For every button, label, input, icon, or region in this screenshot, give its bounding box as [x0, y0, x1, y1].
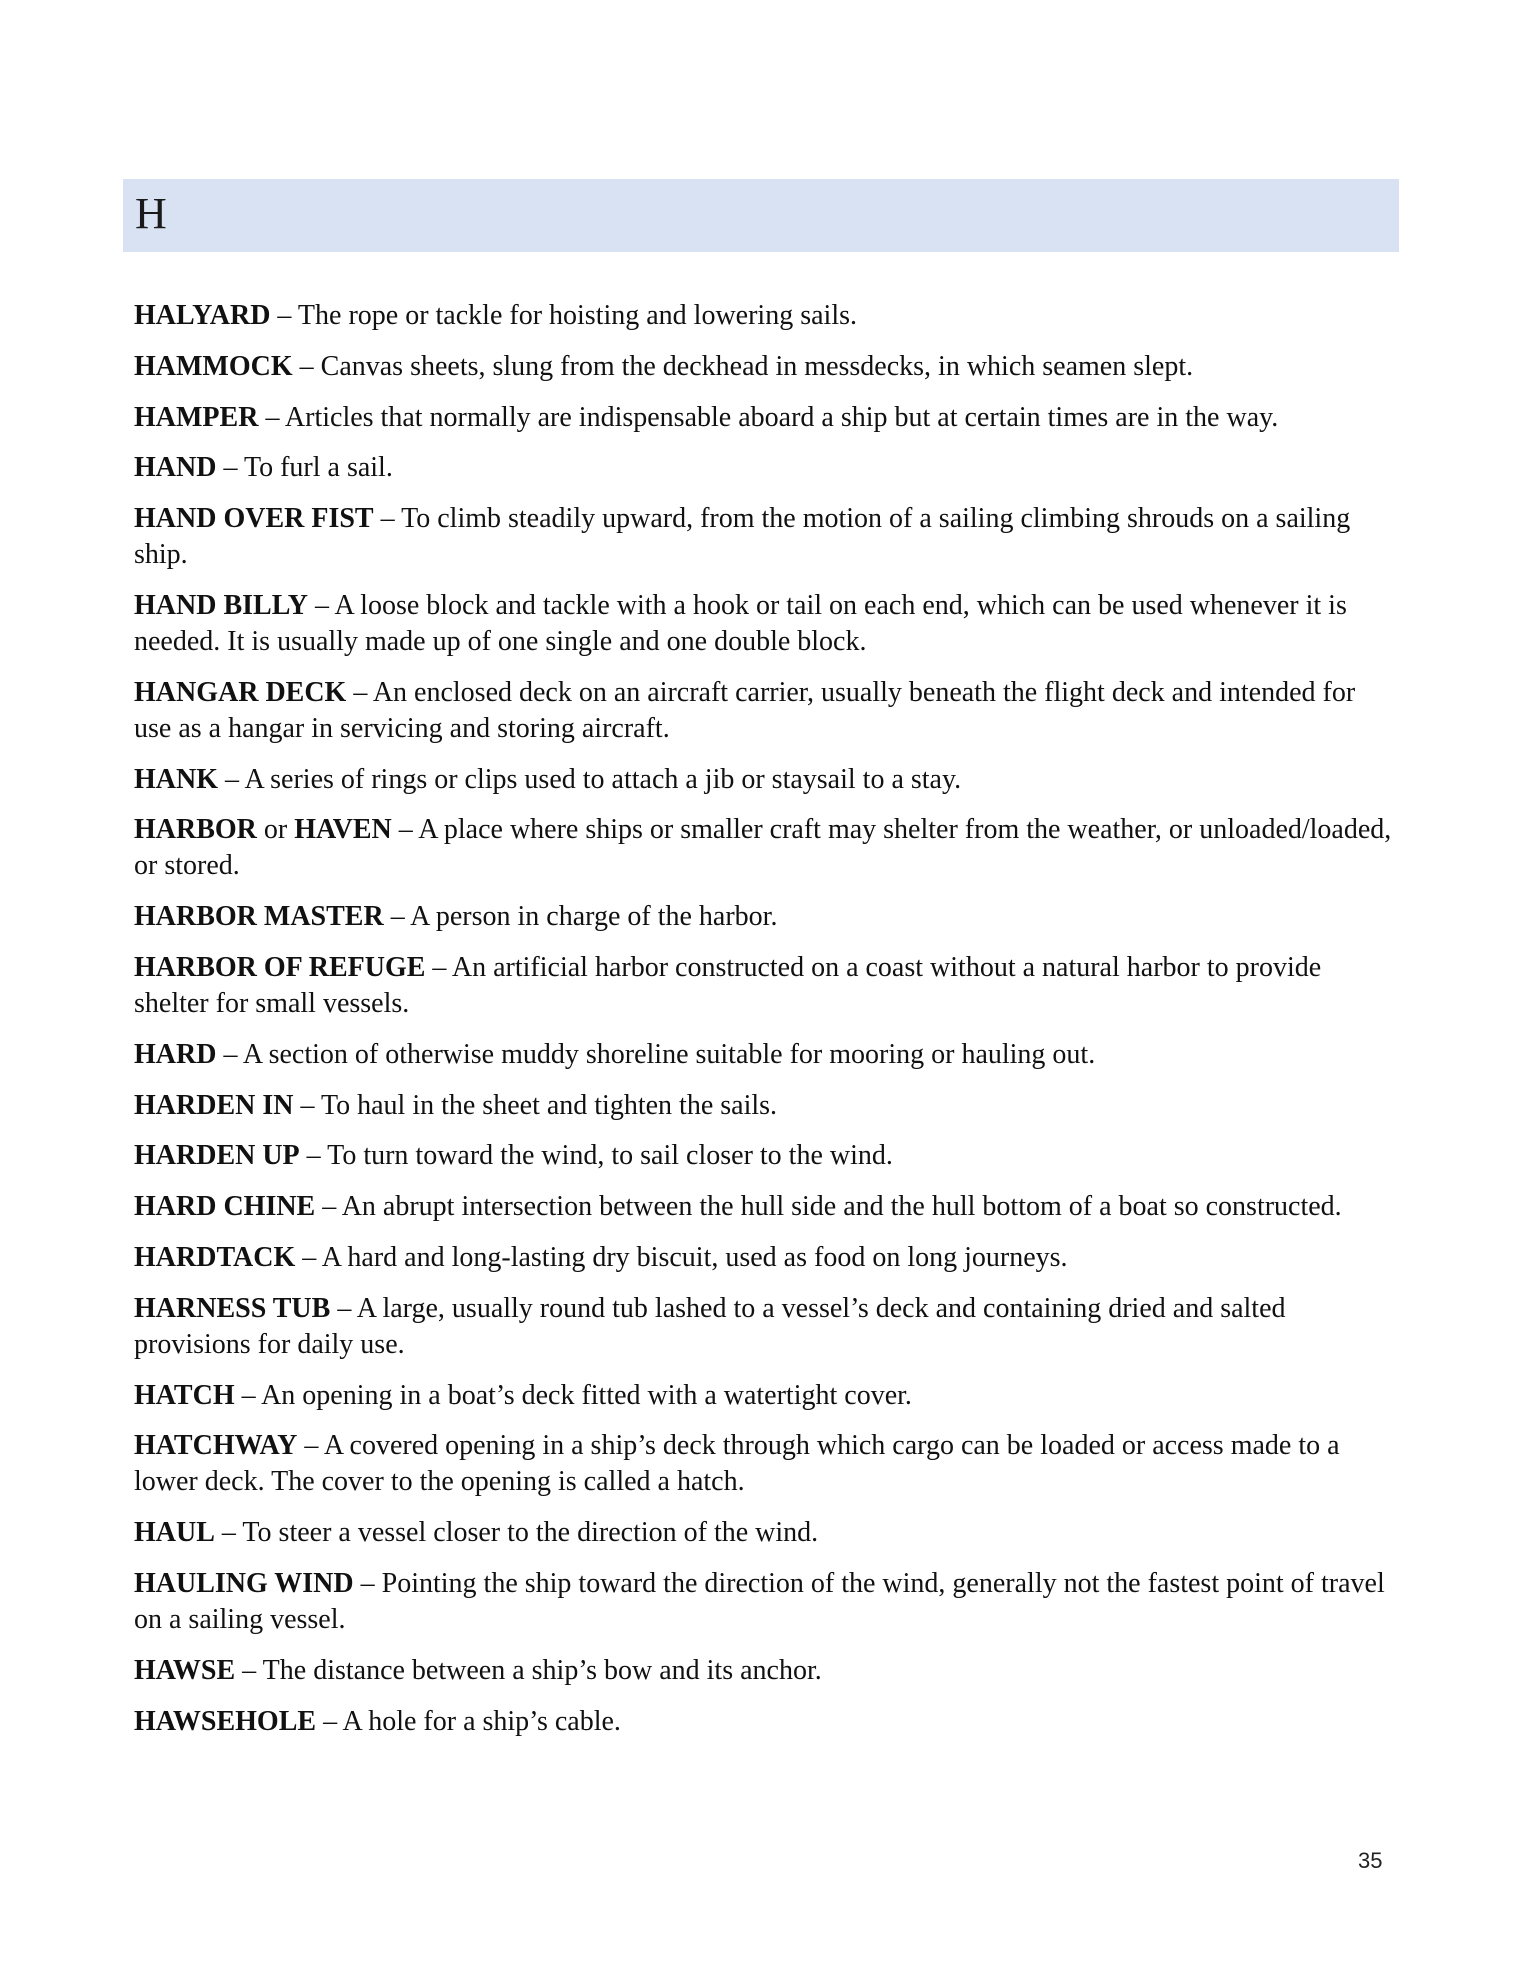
glossary-entry: [134, 349, 1399, 385]
entry-definition: A person in charge of the harbor.: [410, 901, 778, 933]
entry-definition: To haul in the sheet and tighten the sails.: [320, 1089, 778, 1121]
entry-separator: –: [308, 589, 335, 621]
entry-separator: –: [234, 1379, 262, 1411]
entry-term: HARD CHINE: [134, 1191, 316, 1223]
glossary-entry: [134, 899, 1399, 935]
glossary-entry: [134, 1378, 1399, 1414]
entry-definition: To furl a sail.: [243, 452, 393, 484]
entry-term: HARBOR OF REFUGE: [134, 951, 426, 983]
glossary-entry: [134, 812, 1399, 884]
entry-definition: A section of otherwise muddy shoreline suitable for mooring or hauling out.: [242, 1038, 1096, 1070]
glossary-entry: [134, 588, 1399, 660]
section-header: [123, 179, 1399, 252]
glossary-entry: [134, 1428, 1399, 1500]
glossary-entry: [134, 1291, 1399, 1363]
entry-term: HATCH: [134, 1379, 235, 1411]
entry-term: HAND OVER FIST: [134, 503, 374, 535]
entry-definition: The distance between a ship’s bow and its anchor.: [262, 1654, 822, 1686]
glossary-entry: [134, 1088, 1399, 1124]
entry-term: HANGAR DECK: [134, 676, 347, 708]
entry-definition: A hard and long-lasting dry biscuit, used as food on long journeys.: [321, 1241, 1068, 1273]
glossary-entry: [134, 1138, 1399, 1174]
entry-term: HARBOR: [134, 814, 257, 846]
entry-separator: –: [383, 901, 411, 933]
entry-separator: –: [218, 763, 245, 795]
glossary-entry: [134, 950, 1399, 1022]
entry-separator: –: [315, 1191, 342, 1223]
entry-separator: –: [330, 1292, 357, 1324]
entry-separator: –: [316, 1705, 343, 1737]
entry-separator: –: [214, 1517, 243, 1549]
entry-definition: A hole for a ship’s cable.: [342, 1705, 621, 1737]
entry-definition: To turn toward the wind, to sail closer to the wind.: [327, 1140, 893, 1172]
glossary-entry: [134, 1566, 1399, 1638]
glossary-entry: [134, 1240, 1399, 1276]
entry-term: HARBOR MASTER: [134, 901, 384, 933]
entry-term: HARD: [134, 1038, 217, 1070]
entry-separator: –: [373, 503, 402, 535]
entry-definition: The rope or tackle for hoisting and lowering sails.: [297, 300, 857, 331]
entry-separator: –: [297, 1430, 324, 1462]
entry-separator: –: [258, 401, 285, 433]
entry-term: HARDTACK: [134, 1241, 296, 1273]
entry-separator: –: [391, 814, 419, 846]
entry-definition: An enclosed deck on an aircraft carrier, usually beneath the flight deck and intended for use as a hangar in servicing and storing aircraft.: [134, 676, 1356, 744]
entry-term: HAND BILLY: [134, 589, 309, 621]
entry-definition: To steer a vessel closer to the direction of the wind.: [242, 1517, 819, 1549]
glossary-entry: [134, 1653, 1399, 1689]
entry-term-alt: HAVEN: [294, 814, 392, 846]
entry-separator: –: [295, 1241, 322, 1273]
entry-definition: A place where ships or smaller craft may shelter from the weather, or unloaded/loaded, or stored.: [134, 814, 1392, 882]
entry-term: HANK: [134, 763, 218, 795]
glossary-entry: [134, 400, 1399, 436]
glossary-entry: [134, 298, 1399, 334]
glossary-entry: [134, 762, 1399, 798]
entry-term: HAULING WIND: [134, 1567, 354, 1599]
glossary-list: [134, 298, 1399, 1754]
entry-term: HATCHWAY: [134, 1430, 298, 1462]
entry-definition: Articles that normally are indispensable aboard a ship but at certain times are in the way.: [284, 401, 1279, 433]
entry-term: HARNESS TUB: [134, 1292, 331, 1324]
entry-definition: A covered opening in a ship’s deck through which cargo can be loaded or access made to a lower deck. The cover to the opening is called a hatch.: [134, 1430, 1340, 1498]
glossary-entry: [134, 1704, 1399, 1740]
entry-separator: –: [216, 452, 244, 484]
entry-definition: To climb steadily upward, from the motion of a sailing climbing shrouds on a sailing ship.: [134, 503, 1351, 571]
entry-definition: A series of rings or clips used to attach a jib or staysail to a stay.: [244, 763, 962, 795]
entry-separator: –: [216, 1038, 243, 1070]
entry-definition: An abrupt intersection between the hull side and the hull bottom of a boat so constructed.: [341, 1191, 1342, 1223]
entry-term: HARDEN IN: [134, 1089, 294, 1121]
entry-term-connector: or: [256, 814, 295, 846]
entry-term: HAUL: [134, 1517, 215, 1549]
entry-term: HAMMOCK: [134, 350, 293, 382]
entry-term: HAWSE: [134, 1654, 236, 1686]
glossary-entry: [134, 1515, 1399, 1551]
entry-definition: An opening in a boat’s deck fitted with a watertight cover.: [261, 1379, 912, 1411]
glossary-entry: [134, 1037, 1399, 1073]
entry-term: HAWSEHOLE: [134, 1705, 317, 1737]
glossary-entry: [134, 675, 1399, 747]
entry-separator: –: [293, 1089, 321, 1121]
entry-definition: Pointing the ship toward the direction of the wind, generally not the fastest point of travel on a sailing vessel.: [134, 1567, 1385, 1635]
entry-separator: –: [292, 350, 321, 382]
entry-definition: A loose block and tackle with a hook or tail on each end, which can be used whenever it is needed. It is usually made up of one single and one double block.: [134, 589, 1347, 657]
entry-separator: –: [235, 1654, 263, 1686]
entry-definition: Canvas sheets, slung from the deckhead in messdecks, in which seamen slept.: [320, 350, 1194, 382]
entry-term: HAND: [134, 452, 217, 484]
entry-definition: An artificial harbor constructed on a coast without a natural harbor to provide shelter for small vessels.: [134, 951, 1322, 1019]
entry-term: HAMPER: [134, 401, 259, 433]
entry-definition: A large, usually round tub lashed to a vessel’s deck and containing dried and salted provisions for daily use.: [134, 1292, 1286, 1360]
entry-term: HALYARD: [134, 300, 271, 331]
entry-separator: –: [346, 676, 373, 708]
glossary-entry: [134, 450, 1399, 486]
entry-separator: –: [353, 1567, 382, 1599]
glossary-entry: [134, 1189, 1399, 1225]
entry-separator: –: [299, 1140, 328, 1172]
entry-term: HARDEN UP: [134, 1140, 300, 1172]
glossary-entry: [134, 501, 1399, 573]
entry-separator: –: [425, 951, 452, 983]
page-number: 35: [1358, 1848, 1383, 1873]
entry-separator: –: [270, 300, 298, 331]
section-letter: H: [135, 189, 167, 238]
